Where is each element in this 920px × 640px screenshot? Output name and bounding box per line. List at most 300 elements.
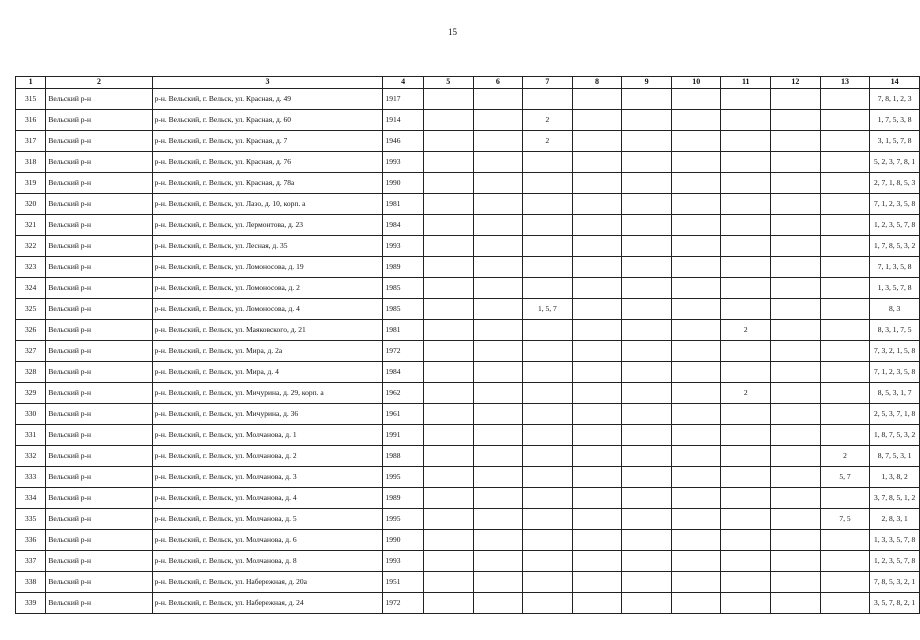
page-number: 15 bbox=[448, 27, 457, 37]
address-cell: р-н. Вельский, г. Вельск, ул. Мичурина, д. 29, корп. а bbox=[152, 383, 383, 404]
table-row bbox=[16, 530, 920, 551]
col13-cell bbox=[820, 299, 870, 320]
col5-cell bbox=[423, 236, 473, 257]
col11-cell bbox=[721, 173, 771, 194]
col6-cell bbox=[473, 362, 523, 383]
col11-cell bbox=[721, 194, 771, 215]
col9-cell bbox=[622, 89, 672, 110]
col12-cell bbox=[771, 425, 821, 446]
col11-cell: 2 bbox=[721, 320, 771, 341]
address-cell: р-н. Вельский, г. Вельск, ул. Ломоносова, д. 4 bbox=[152, 299, 383, 320]
col5-cell bbox=[423, 488, 473, 509]
col13-cell bbox=[820, 320, 870, 341]
year-cell: 1917 bbox=[383, 89, 423, 110]
col12-cell bbox=[771, 509, 821, 530]
col8-cell bbox=[572, 194, 622, 215]
col5-cell bbox=[423, 194, 473, 215]
col12-cell bbox=[771, 257, 821, 278]
district-cell: Вельский р-н bbox=[46, 446, 152, 467]
col9-cell bbox=[622, 572, 672, 593]
col11-cell bbox=[721, 299, 771, 320]
col9-cell bbox=[622, 509, 672, 530]
table-row bbox=[16, 383, 920, 404]
col9-cell bbox=[622, 173, 672, 194]
col7-cell bbox=[523, 236, 573, 257]
year-cell: 1984 bbox=[383, 215, 423, 236]
col14-cell: 8, 5, 3, 1, 7 bbox=[870, 383, 920, 404]
col8-cell bbox=[572, 341, 622, 362]
col14-cell: 7, 1, 2, 3, 5, 8 bbox=[870, 362, 920, 383]
address-cell: р-н. Вельский, г. Вельск, ул. Набережная, д. 24 bbox=[152, 593, 383, 614]
col12-cell bbox=[771, 551, 821, 572]
col12-cell bbox=[771, 278, 821, 299]
col8-cell bbox=[572, 236, 622, 257]
col13-cell bbox=[820, 173, 870, 194]
col9-cell bbox=[622, 194, 672, 215]
col10-cell bbox=[671, 131, 721, 152]
row-number-cell: 331 bbox=[16, 425, 46, 446]
col13-cell bbox=[820, 194, 870, 215]
col8-cell bbox=[572, 299, 622, 320]
year-cell: 1988 bbox=[383, 446, 423, 467]
row-number-cell: 327 bbox=[16, 341, 46, 362]
col9-cell bbox=[622, 446, 672, 467]
col5-cell bbox=[423, 257, 473, 278]
col8-cell bbox=[572, 110, 622, 131]
year-cell: 1989 bbox=[383, 257, 423, 278]
table-row bbox=[16, 593, 920, 614]
district-cell: Вельский р-н bbox=[46, 530, 152, 551]
col6-cell bbox=[473, 215, 523, 236]
district-cell: Вельский р-н bbox=[46, 551, 152, 572]
col5-cell bbox=[423, 551, 473, 572]
col8-cell bbox=[572, 425, 622, 446]
row-number-cell: 324 bbox=[16, 278, 46, 299]
address-cell: р-н. Вельский, г. Вельск, ул. Молчанова, д. 5 bbox=[152, 509, 383, 530]
col13-cell bbox=[820, 530, 870, 551]
col5-cell bbox=[423, 341, 473, 362]
district-cell: Вельский р-н bbox=[46, 425, 152, 446]
col8-cell bbox=[572, 278, 622, 299]
col12-cell bbox=[771, 152, 821, 173]
col6-cell bbox=[473, 530, 523, 551]
year-cell: 1990 bbox=[383, 173, 423, 194]
col10-cell bbox=[671, 257, 721, 278]
table-row bbox=[16, 152, 920, 173]
district-cell: Вельский р-н bbox=[46, 278, 152, 299]
col11-cell bbox=[721, 257, 771, 278]
year-cell: 1946 bbox=[383, 131, 423, 152]
table-row bbox=[16, 131, 920, 152]
col12-cell bbox=[771, 593, 821, 614]
col7-cell bbox=[523, 593, 573, 614]
col12-cell bbox=[771, 362, 821, 383]
year-cell: 1951 bbox=[383, 572, 423, 593]
registry-table bbox=[15, 76, 920, 614]
row-number-cell: 317 bbox=[16, 131, 46, 152]
col10-cell bbox=[671, 551, 721, 572]
table-row bbox=[16, 362, 920, 383]
col5-cell bbox=[423, 299, 473, 320]
col12-cell bbox=[771, 488, 821, 509]
col13-cell bbox=[820, 89, 870, 110]
district-cell: Вельский р-н bbox=[46, 509, 152, 530]
year-cell: 1972 bbox=[383, 593, 423, 614]
year-cell: 1995 bbox=[383, 509, 423, 530]
col9-cell bbox=[622, 299, 672, 320]
table-row bbox=[16, 215, 920, 236]
district-cell: Вельский р-н bbox=[46, 152, 152, 173]
year-cell: 1962 bbox=[383, 383, 423, 404]
col13-cell bbox=[820, 551, 870, 572]
row-number-cell: 328 bbox=[16, 362, 46, 383]
district-cell: Вельский р-н bbox=[46, 572, 152, 593]
col7-cell: 1, 5, 7 bbox=[523, 299, 573, 320]
col13-cell bbox=[820, 236, 870, 257]
col11-cell bbox=[721, 467, 771, 488]
col13-cell: 5, 7 bbox=[820, 467, 870, 488]
year-cell: 1984 bbox=[383, 362, 423, 383]
column-header-8: 8 bbox=[572, 77, 622, 89]
col13-cell bbox=[820, 152, 870, 173]
col14-cell: 1, 3, 8, 2 bbox=[870, 467, 920, 488]
col6-cell bbox=[473, 572, 523, 593]
address-cell: р-н. Вельский, г. Вельск, ул. Молчанова, д. 4 bbox=[152, 488, 383, 509]
address-cell: р-н. Вельский, г. Вельск, ул. Молчанова, д. 3 bbox=[152, 467, 383, 488]
col5-cell bbox=[423, 467, 473, 488]
col8-cell bbox=[572, 509, 622, 530]
col9-cell bbox=[622, 215, 672, 236]
col11-cell bbox=[721, 488, 771, 509]
year-cell: 1995 bbox=[383, 467, 423, 488]
table-body bbox=[16, 89, 920, 614]
district-cell: Вельский р-н bbox=[46, 131, 152, 152]
col14-cell: 3, 7, 8, 5, 1, 2 bbox=[870, 488, 920, 509]
col7-cell bbox=[523, 320, 573, 341]
col14-cell: 8, 3 bbox=[870, 299, 920, 320]
table-row bbox=[16, 425, 920, 446]
col10-cell bbox=[671, 341, 721, 362]
table-row bbox=[16, 110, 920, 131]
address-cell: р-н. Вельский, г. Вельск, ул. Красная, д. 60 bbox=[152, 110, 383, 131]
table-row bbox=[16, 551, 920, 572]
row-number-cell: 318 bbox=[16, 152, 46, 173]
col12-cell bbox=[771, 215, 821, 236]
col8-cell bbox=[572, 467, 622, 488]
col10-cell bbox=[671, 593, 721, 614]
col10-cell bbox=[671, 446, 721, 467]
col13-cell bbox=[820, 572, 870, 593]
district-cell: Вельский р-н bbox=[46, 488, 152, 509]
col13-cell: 2 bbox=[820, 446, 870, 467]
table-row bbox=[16, 446, 920, 467]
col7-cell bbox=[523, 341, 573, 362]
col13-cell bbox=[820, 215, 870, 236]
address-cell: р-н. Вельский, г. Вельск, ул. Молчанова, д. 8 bbox=[152, 551, 383, 572]
col9-cell bbox=[622, 593, 672, 614]
col11-cell bbox=[721, 572, 771, 593]
column-header-9: 9 bbox=[622, 77, 672, 89]
col10-cell bbox=[671, 299, 721, 320]
col6-cell bbox=[473, 446, 523, 467]
table-row bbox=[16, 320, 920, 341]
col7-cell bbox=[523, 362, 573, 383]
col6-cell bbox=[473, 341, 523, 362]
col14-cell: 1, 3, 3, 5, 7, 8 bbox=[870, 530, 920, 551]
col5-cell bbox=[423, 425, 473, 446]
col13-cell bbox=[820, 131, 870, 152]
year-cell: 1993 bbox=[383, 551, 423, 572]
address-cell: р-н. Вельский, г. Вельск, ул. Лермонтова, д. 23 bbox=[152, 215, 383, 236]
col5-cell bbox=[423, 446, 473, 467]
year-cell: 1981 bbox=[383, 320, 423, 341]
col13-cell bbox=[820, 488, 870, 509]
col6-cell bbox=[473, 173, 523, 194]
col7-cell bbox=[523, 152, 573, 173]
col8-cell bbox=[572, 572, 622, 593]
district-cell: Вельский р-н bbox=[46, 467, 152, 488]
column-header-14: 14 bbox=[870, 77, 920, 89]
district-cell: Вельский р-н bbox=[46, 383, 152, 404]
table-row bbox=[16, 299, 920, 320]
col10-cell bbox=[671, 425, 721, 446]
col8-cell bbox=[572, 446, 622, 467]
col7-cell bbox=[523, 257, 573, 278]
address-cell: р-н. Вельский, г. Вельск, ул. Красная, д. 78а bbox=[152, 173, 383, 194]
col14-cell: 1, 2, 3, 5, 7, 8 bbox=[870, 551, 920, 572]
col14-cell: 1, 7, 8, 5, 3, 2 bbox=[870, 236, 920, 257]
district-cell: Вельский р-н bbox=[46, 194, 152, 215]
col11-cell bbox=[721, 215, 771, 236]
col10-cell bbox=[671, 467, 721, 488]
table-row bbox=[16, 488, 920, 509]
col7-cell bbox=[523, 194, 573, 215]
district-cell: Вельский р-н bbox=[46, 593, 152, 614]
col11-cell bbox=[721, 509, 771, 530]
table-row bbox=[16, 404, 920, 425]
col10-cell bbox=[671, 488, 721, 509]
col5-cell bbox=[423, 131, 473, 152]
col6-cell bbox=[473, 593, 523, 614]
col13-cell bbox=[820, 593, 870, 614]
col5-cell bbox=[423, 404, 473, 425]
col7-cell bbox=[523, 446, 573, 467]
col14-cell: 2, 5, 3, 7, 1, 8 bbox=[870, 404, 920, 425]
col11-cell bbox=[721, 551, 771, 572]
column-header-11: 11 bbox=[721, 77, 771, 89]
col11-cell bbox=[721, 425, 771, 446]
address-cell: р-н. Вельский, г. Вельск, ул. Молчанова, д. 1 bbox=[152, 425, 383, 446]
col7-cell: 2 bbox=[523, 131, 573, 152]
col6-cell bbox=[473, 194, 523, 215]
col6-cell bbox=[473, 131, 523, 152]
col10-cell bbox=[671, 530, 721, 551]
district-cell: Вельский р-н bbox=[46, 110, 152, 131]
address-cell: р-н. Вельский, г. Вельск, ул. Мира, д. 2а bbox=[152, 341, 383, 362]
column-header-13: 13 bbox=[820, 77, 870, 89]
col6-cell bbox=[473, 236, 523, 257]
col14-cell: 7, 3, 2, 1, 5, 8 bbox=[870, 341, 920, 362]
year-cell: 1981 bbox=[383, 194, 423, 215]
col13-cell bbox=[820, 425, 870, 446]
col5-cell bbox=[423, 362, 473, 383]
col5-cell bbox=[423, 173, 473, 194]
column-header-2: 2 bbox=[46, 77, 152, 89]
year-cell: 1972 bbox=[383, 341, 423, 362]
address-cell: р-н. Вельский, г. Вельск, ул. Красная, д. 7 bbox=[152, 131, 383, 152]
col7-cell bbox=[523, 89, 573, 110]
row-number-cell: 319 bbox=[16, 173, 46, 194]
col13-cell bbox=[820, 404, 870, 425]
col8-cell bbox=[572, 173, 622, 194]
row-number-cell: 335 bbox=[16, 509, 46, 530]
row-number-cell: 338 bbox=[16, 572, 46, 593]
column-header-12: 12 bbox=[771, 77, 821, 89]
col11-cell bbox=[721, 362, 771, 383]
col5-cell bbox=[423, 215, 473, 236]
column-header-1: 1 bbox=[16, 77, 46, 89]
row-number-cell: 321 bbox=[16, 215, 46, 236]
address-cell: р-н. Вельский, г. Вельск, ул. Красная, д. 76 bbox=[152, 152, 383, 173]
col11-cell bbox=[721, 89, 771, 110]
address-cell: р-н. Вельский, г. Вельск, ул. Мира, д. 4 bbox=[152, 362, 383, 383]
col10-cell bbox=[671, 194, 721, 215]
year-cell: 1989 bbox=[383, 488, 423, 509]
col13-cell bbox=[820, 341, 870, 362]
col11-cell bbox=[721, 236, 771, 257]
address-cell: р-н. Вельский, г. Вельск, ул. Набережная, д. 20а bbox=[152, 572, 383, 593]
address-cell: р-н. Вельский, г. Вельск, ул. Лесная, д. 35 bbox=[152, 236, 383, 257]
col6-cell bbox=[473, 425, 523, 446]
col10-cell bbox=[671, 383, 721, 404]
row-number-cell: 336 bbox=[16, 530, 46, 551]
district-cell: Вельский р-н bbox=[46, 362, 152, 383]
table-row bbox=[16, 341, 920, 362]
table-row bbox=[16, 257, 920, 278]
table-row bbox=[16, 278, 920, 299]
district-cell: Вельский р-н bbox=[46, 341, 152, 362]
row-number-cell: 322 bbox=[16, 236, 46, 257]
col8-cell bbox=[572, 530, 622, 551]
col5-cell bbox=[423, 152, 473, 173]
col10-cell bbox=[671, 404, 721, 425]
col12-cell bbox=[771, 299, 821, 320]
col6-cell bbox=[473, 383, 523, 404]
col8-cell bbox=[572, 257, 622, 278]
col9-cell bbox=[622, 110, 672, 131]
column-header-3: 3 bbox=[152, 77, 383, 89]
col9-cell bbox=[622, 320, 672, 341]
district-cell: Вельский р-н bbox=[46, 320, 152, 341]
district-cell: Вельский р-н bbox=[46, 89, 152, 110]
col5-cell bbox=[423, 509, 473, 530]
table-header bbox=[16, 77, 920, 89]
col8-cell bbox=[572, 131, 622, 152]
col8-cell bbox=[572, 215, 622, 236]
col10-cell bbox=[671, 89, 721, 110]
column-header-5: 5 bbox=[423, 77, 473, 89]
col8-cell bbox=[572, 320, 622, 341]
col6-cell bbox=[473, 278, 523, 299]
col14-cell: 5, 2, 3, 7, 8, 1 bbox=[870, 152, 920, 173]
col10-cell bbox=[671, 509, 721, 530]
address-cell: р-н. Вельский, г. Вельск, ул. Маяковского, д. 21 bbox=[152, 320, 383, 341]
row-number-cell: 337 bbox=[16, 551, 46, 572]
col13-cell bbox=[820, 110, 870, 131]
col14-cell: 7, 1, 2, 3, 5, 8 bbox=[870, 194, 920, 215]
col13-cell bbox=[820, 257, 870, 278]
col8-cell bbox=[572, 551, 622, 572]
address-cell: р-н. Вельский, г. Вельск, ул. Лазо, д. 10, корп. а bbox=[152, 194, 383, 215]
col12-cell bbox=[771, 236, 821, 257]
col10-cell bbox=[671, 278, 721, 299]
address-cell: р-н. Вельский, г. Вельск, ул. Молчанова, д. 6 bbox=[152, 530, 383, 551]
col7-cell bbox=[523, 572, 573, 593]
row-number-cell: 333 bbox=[16, 467, 46, 488]
row-number-cell: 316 bbox=[16, 110, 46, 131]
year-cell: 1985 bbox=[383, 278, 423, 299]
col9-cell bbox=[622, 362, 672, 383]
year-cell: 1991 bbox=[383, 425, 423, 446]
col5-cell bbox=[423, 572, 473, 593]
col5-cell bbox=[423, 89, 473, 110]
col6-cell bbox=[473, 488, 523, 509]
col6-cell bbox=[473, 467, 523, 488]
col10-cell bbox=[671, 152, 721, 173]
col14-cell: 1, 2, 3, 5, 7, 8 bbox=[870, 215, 920, 236]
table-row bbox=[16, 467, 920, 488]
col9-cell bbox=[622, 404, 672, 425]
year-cell: 1993 bbox=[383, 152, 423, 173]
col6-cell bbox=[473, 89, 523, 110]
col5-cell bbox=[423, 320, 473, 341]
row-number-cell: 339 bbox=[16, 593, 46, 614]
row-number-cell: 326 bbox=[16, 320, 46, 341]
col11-cell: 2 bbox=[721, 383, 771, 404]
col10-cell bbox=[671, 320, 721, 341]
col6-cell bbox=[473, 509, 523, 530]
col7-cell bbox=[523, 215, 573, 236]
col5-cell bbox=[423, 383, 473, 404]
col14-cell: 8, 7, 5, 3, 1 bbox=[870, 446, 920, 467]
col7-cell bbox=[523, 404, 573, 425]
col11-cell bbox=[721, 593, 771, 614]
col11-cell bbox=[721, 404, 771, 425]
col12-cell bbox=[771, 89, 821, 110]
row-number-cell: 315 bbox=[16, 89, 46, 110]
col10-cell bbox=[671, 173, 721, 194]
year-cell: 1990 bbox=[383, 530, 423, 551]
col10-cell bbox=[671, 572, 721, 593]
col14-cell: 1, 8, 7, 5, 3, 2 bbox=[870, 425, 920, 446]
col11-cell bbox=[721, 530, 771, 551]
column-header-4: 4 bbox=[383, 77, 423, 89]
table-row bbox=[16, 194, 920, 215]
col14-cell: 7, 8, 5, 3, 2, 1 bbox=[870, 572, 920, 593]
col11-cell bbox=[721, 131, 771, 152]
year-cell: 1961 bbox=[383, 404, 423, 425]
col12-cell bbox=[771, 530, 821, 551]
table-row bbox=[16, 572, 920, 593]
col12-cell bbox=[771, 131, 821, 152]
address-cell: р-н. Вельский, г. Вельск, ул. Красная, д. 49 bbox=[152, 89, 383, 110]
col8-cell bbox=[572, 383, 622, 404]
col7-cell bbox=[523, 383, 573, 404]
col7-cell bbox=[523, 509, 573, 530]
district-cell: Вельский р-н bbox=[46, 404, 152, 425]
col12-cell bbox=[771, 383, 821, 404]
col14-cell: 7, 1, 3, 5, 8 bbox=[870, 257, 920, 278]
